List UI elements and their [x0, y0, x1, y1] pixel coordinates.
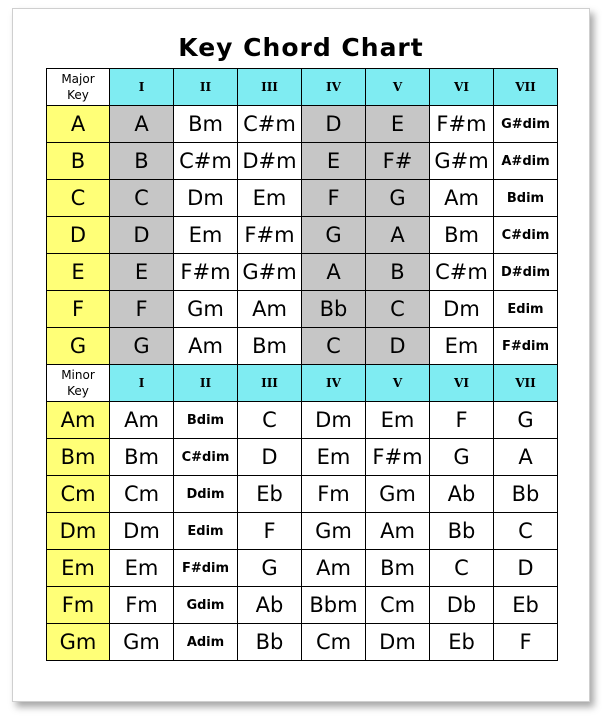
chord-cell: G#dim: [494, 106, 558, 143]
minor-numeral-vi: VI: [430, 365, 494, 402]
chord-cell: Bm: [366, 550, 430, 587]
chord-cell: Em: [430, 328, 494, 365]
chord-cell: Edim: [494, 291, 558, 328]
chord-cell: F: [494, 624, 558, 661]
chord-cell: Bb: [238, 624, 302, 661]
chord-cell: Bm: [238, 328, 302, 365]
chord-cell: C#m: [238, 106, 302, 143]
chord-cell: Gm: [366, 476, 430, 513]
chart-frame: [12, 8, 590, 702]
chord-cell: Bm: [110, 439, 174, 476]
chord-cell: A: [110, 106, 174, 143]
chord-cell: F: [238, 513, 302, 550]
chord-cell: F#m: [174, 254, 238, 291]
chord-cell: A: [302, 254, 366, 291]
chord-cell: Eb: [238, 476, 302, 513]
page-title: Key Chord Chart: [178, 33, 424, 62]
chord-cell: Bdim: [494, 180, 558, 217]
chord-cell: Dm: [430, 291, 494, 328]
major-key-row: [47, 143, 558, 180]
chord-cell: C: [430, 550, 494, 587]
major-key-row: [47, 291, 558, 328]
chord-cell: Eb: [494, 587, 558, 624]
major-key-header: [47, 69, 110, 106]
chord-cell: Eb: [430, 624, 494, 661]
chord-cell: Am: [110, 402, 174, 439]
chord-cell: Bbm: [302, 587, 366, 624]
minor-numeral-iv: IV: [302, 365, 366, 402]
chord-cell: D: [238, 439, 302, 476]
chord-cell: Bb: [494, 476, 558, 513]
major-numeral-ii: II: [174, 69, 238, 106]
chord-cell: B: [110, 143, 174, 180]
chord-cell: Cm: [302, 624, 366, 661]
chord-cell: Fm: [302, 476, 366, 513]
chord-cell: G: [302, 217, 366, 254]
minor-numeral-i: I: [110, 365, 174, 402]
minor-key-header: [47, 365, 110, 402]
major-key-row: [47, 106, 558, 143]
minor-key-row: [47, 476, 558, 513]
major-key-cell: A: [47, 106, 110, 143]
chord-cell: Am: [366, 513, 430, 550]
minor-key-row: [47, 587, 558, 624]
chord-cell: Fm: [110, 587, 174, 624]
chord-cell: Bdim: [174, 402, 238, 439]
minor-key-row: [47, 402, 558, 439]
chord-cell: Gdim: [174, 587, 238, 624]
chord-cell: G: [238, 550, 302, 587]
chord-cell: F#dim: [174, 550, 238, 587]
chord-cell: D: [110, 217, 174, 254]
chord-cell: F: [110, 291, 174, 328]
minor-key-row: [47, 624, 558, 661]
chord-cell: C#dim: [174, 439, 238, 476]
major-numeral-vi: VI: [430, 69, 494, 106]
chord-cell: G#m: [238, 254, 302, 291]
chord-cell: E: [302, 143, 366, 180]
major-key-row: [47, 217, 558, 254]
minor-key-row: [47, 550, 558, 587]
minor-key-cell: Dm: [47, 513, 110, 550]
minor-key-cell: Bm: [47, 439, 110, 476]
major-numeral-i: I: [110, 69, 174, 106]
minor-key-header-line: Minor: [61, 368, 95, 382]
chord-cell: G: [366, 180, 430, 217]
minor-numeral-vii: VII: [494, 365, 558, 402]
chord-cell: A#dim: [494, 143, 558, 180]
major-key-header-line: Major: [61, 72, 95, 86]
chord-cell: Cm: [110, 476, 174, 513]
chord-cell: F#m: [366, 439, 430, 476]
chord-cell: C#m: [430, 254, 494, 291]
minor-key-cell: Gm: [47, 624, 110, 661]
chord-cell: A: [366, 217, 430, 254]
chord-cell: G: [430, 439, 494, 476]
chord-cell: Dm: [174, 180, 238, 217]
chord-cell: F#m: [238, 217, 302, 254]
key-chord-table: [46, 68, 558, 661]
minor-key-row: [47, 439, 558, 476]
chord-cell: Gm: [174, 291, 238, 328]
chord-cell: E: [366, 106, 430, 143]
chord-cell: Dm: [302, 402, 366, 439]
chord-cell: D#m: [238, 143, 302, 180]
chord-cell: C: [110, 180, 174, 217]
chord-cell: E: [110, 254, 174, 291]
chord-cell: Em: [174, 217, 238, 254]
chord-cell: C#dim: [494, 217, 558, 254]
minor-key-row: [47, 513, 558, 550]
chord-cell: Bm: [430, 217, 494, 254]
chord-cell: Ddim: [174, 476, 238, 513]
minor-key-cell: Am: [47, 402, 110, 439]
chord-cell: Em: [302, 439, 366, 476]
major-key-header-line: Key: [67, 88, 89, 102]
chord-cell: Em: [238, 180, 302, 217]
minor-numeral-ii: II: [174, 365, 238, 402]
chord-cell: Gm: [110, 624, 174, 661]
chord-cell: Am: [302, 550, 366, 587]
minor-header-row: [47, 365, 558, 402]
chord-cell: Am: [174, 328, 238, 365]
minor-numeral-iii: III: [238, 365, 302, 402]
chord-cell: C: [366, 291, 430, 328]
major-numeral-iv: IV: [302, 69, 366, 106]
major-key-cell: B: [47, 143, 110, 180]
chord-cell: F#dim: [494, 328, 558, 365]
major-key-cell: D: [47, 217, 110, 254]
chord-cell: Am: [238, 291, 302, 328]
chord-cell: Bb: [302, 291, 366, 328]
chord-cell: C: [494, 513, 558, 550]
chord-cell: D: [494, 550, 558, 587]
chord-cell: A: [494, 439, 558, 476]
chord-cell: Gm: [302, 513, 366, 550]
major-key-row: [47, 180, 558, 217]
chord-cell: Bm: [174, 106, 238, 143]
chord-cell: G: [494, 402, 558, 439]
major-key-cell: G: [47, 328, 110, 365]
chord-cell: D: [366, 328, 430, 365]
major-numeral-iii: III: [238, 69, 302, 106]
chord-cell: Cm: [366, 587, 430, 624]
chord-cell: Edim: [174, 513, 238, 550]
chord-cell: Ab: [238, 587, 302, 624]
major-key-row: [47, 328, 558, 365]
major-key-row: [47, 254, 558, 291]
chord-cell: Bb: [430, 513, 494, 550]
chord-cell: Am: [430, 180, 494, 217]
chord-cell: Em: [366, 402, 430, 439]
chord-cell: G: [110, 328, 174, 365]
major-key-cell: F: [47, 291, 110, 328]
chord-cell: Em: [110, 550, 174, 587]
minor-key-cell: Fm: [47, 587, 110, 624]
chord-cell: Dm: [110, 513, 174, 550]
chord-cell: D: [302, 106, 366, 143]
chord-cell: D#dim: [494, 254, 558, 291]
minor-key-header-line: Key: [67, 384, 89, 398]
chord-cell: Db: [430, 587, 494, 624]
major-numeral-vii: VII: [494, 69, 558, 106]
chord-cell: C: [302, 328, 366, 365]
chord-cell: B: [366, 254, 430, 291]
chord-cell: Ab: [430, 476, 494, 513]
chord-cell: C: [238, 402, 302, 439]
minor-key-cell: Em: [47, 550, 110, 587]
chord-cell: Dm: [366, 624, 430, 661]
chord-cell: F#: [366, 143, 430, 180]
chord-cell: Adim: [174, 624, 238, 661]
chord-cell: F: [430, 402, 494, 439]
major-key-cell: E: [47, 254, 110, 291]
chord-cell: F: [302, 180, 366, 217]
chord-cell: C#m: [174, 143, 238, 180]
minor-numeral-v: V: [366, 365, 430, 402]
chord-cell: G#m: [430, 143, 494, 180]
major-numeral-v: V: [366, 69, 430, 106]
minor-key-cell: Cm: [47, 476, 110, 513]
chord-cell: F#m: [430, 106, 494, 143]
major-header-row: [47, 69, 558, 106]
major-key-cell: C: [47, 180, 110, 217]
